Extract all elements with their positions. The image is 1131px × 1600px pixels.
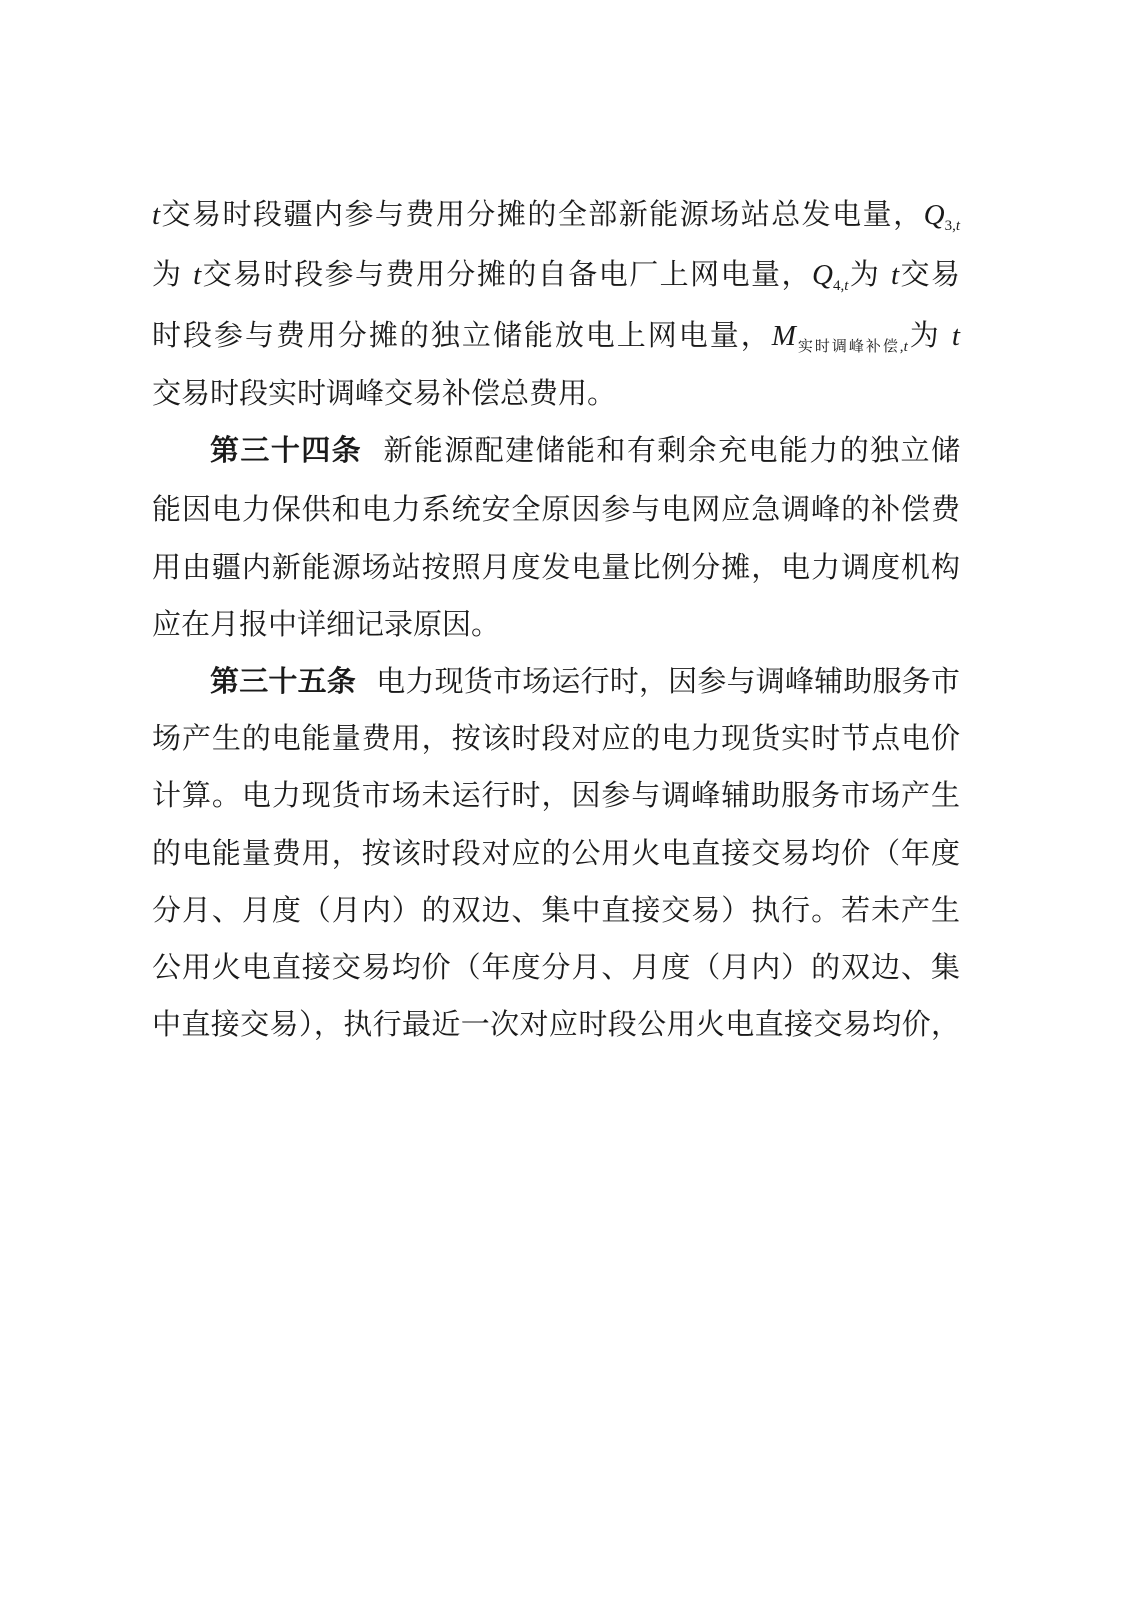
text: 交易时段疆内参与费用分摊的全部新能源场站总发电量， <box>160 197 924 231</box>
para1-line3 <box>152 315 960 355</box>
article-label: 第三十五条 <box>210 664 356 698</box>
m-subscript: 实时调峰补偿, <box>795 339 904 355</box>
var-t: t <box>152 199 161 231</box>
art35-line5: 分月、月度（月内）的双边、集中直接交易）执行。若未产生 <box>152 893 960 927</box>
text: 为 <box>907 318 952 352</box>
para1-line1 <box>152 194 960 234</box>
art34-line4: 应在月报中详细记录原因。 <box>152 607 501 641</box>
art35-line2: 场产生的电能量费用，按该时段对应的电力现货实时节点电价 <box>152 721 960 755</box>
art35-line7: 中直接交易），执行最近一次对应时段公用火电直接交易均价， <box>152 1007 960 1041</box>
text: 交易 <box>899 257 960 291</box>
text: 交易时段参与费用分摊的自备电厂上网电量， <box>201 257 812 291</box>
art35-line3: 计算。电力现货市场未运行时，因参与调峰辅助服务市场产生 <box>152 778 960 812</box>
text: 时段参与费用分摊的独立储能放电上网电量， <box>152 318 772 352</box>
art34-line3: 用由疆内新能源场站按照月度发电量比例分摊，电力调度机构 <box>152 550 960 584</box>
art34-line2: 能因电力保供和电力系统安全原因参与电网应急调峰的补偿费 <box>152 492 960 526</box>
art34-line1 <box>210 430 960 470</box>
text: 为 <box>848 257 891 291</box>
art35-line1 <box>210 661 960 701</box>
var-m: $M_{实时调峰补偿,t}$ <box>771 320 908 355</box>
text: 为 <box>152 257 194 291</box>
article-label: 第三十四条 <box>210 433 363 467</box>
text: 电力现货市场运行时，因参与调峰辅助服务市 <box>376 664 960 698</box>
art35-line6: 公用火电直接交易均价（年度分月、月度（月内）的双边、集 <box>152 950 960 984</box>
var-t: t <box>951 320 960 352</box>
art35-line4: 的电能量费用，按该时段对应的公用火电直接交易均价（年度 <box>152 836 960 870</box>
var-t: t <box>193 259 202 291</box>
text: 新能源配建储能和有剩余充电能力的独立储 <box>382 433 960 467</box>
var-q4t: $Q_{4,t}$ <box>812 259 849 294</box>
var-t: t <box>891 259 900 291</box>
para1-line2 <box>152 254 960 294</box>
var-q3t: $Q_{3,t}$ <box>923 199 960 234</box>
para1-line4: 交易时段实时调峰交易补偿总费用。 <box>152 376 617 410</box>
